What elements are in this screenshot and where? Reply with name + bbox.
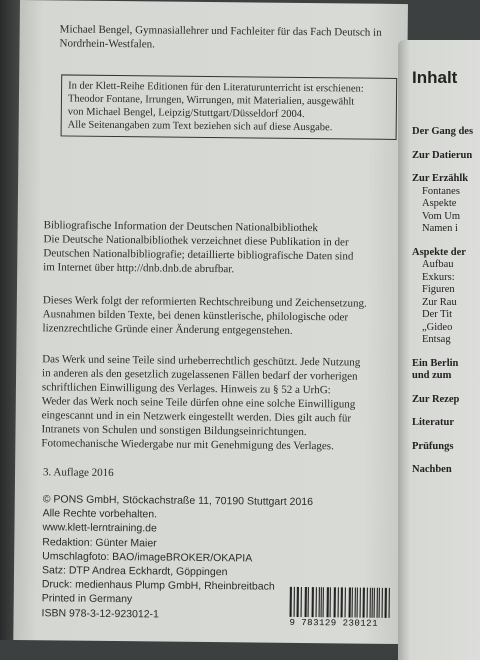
barcode-bars — [290, 587, 392, 618]
toc-section: Zur Rau — [422, 296, 457, 308]
toc-gap — [412, 139, 480, 150]
toc-section: Figuren — [422, 284, 455, 295]
biblio-line: Deutschen Nationalbibliografie; detaillierte bibliografische Daten sind — [43, 247, 354, 263]
barcode-bar — [315, 587, 316, 617]
barcode-bar — [320, 587, 321, 617]
toc-gap — [412, 347, 480, 358]
toc-chapter: Zur Erzählk — [412, 173, 469, 184]
barcode-bar — [323, 587, 324, 617]
toc-chapter: und zum — [412, 370, 452, 381]
barcode-bar — [381, 588, 382, 618]
isbn: ISBN 978-3-12-923012-1 — [41, 606, 159, 621]
edition-notice-line: Alle Seitenangaben zum Text beziehen sich auf diese Ausgabe. — [67, 119, 333, 134]
copyright-notice — [41, 352, 392, 454]
author-note: Michael Bengel, Gymnasiallehrer und Fachleiter für das Fach Deutsch in Nordrhein-Westfalen. — [59, 23, 382, 51]
barcode-number: 9 783129 230121 — [289, 617, 379, 629]
spelling-line: Ausnahmen bilden Texte, bei denen künstlerische, philologische oder — [42, 308, 349, 324]
toc-gap — [412, 236, 480, 247]
barcode-bar — [337, 587, 338, 617]
barcode-bar — [327, 587, 328, 617]
toc-section: Der Tit — [422, 309, 453, 320]
imprint-line: Druck: medienhaus Plump GmbH, Rheinbreitbach — [41, 578, 275, 593]
barcode-bar — [308, 587, 309, 617]
toc-gap — [412, 430, 480, 441]
imprint-line: Printed in Germany — [41, 592, 133, 606]
left-page-imprint — [13, 0, 408, 644]
spelling-line: lizenzrechtliche Gründe einer Änderung entgegenstehen. — [42, 322, 293, 337]
toc-chapter: Prüfungs — [412, 440, 454, 452]
toc-section: Exkurs: — [422, 271, 455, 283]
barcode-bar — [313, 587, 314, 617]
barcode-bar — [345, 587, 346, 617]
toc-section: Fontanes — [422, 185, 460, 197]
isbn-barcode — [289, 587, 391, 628]
table-of-contents — [412, 126, 480, 477]
barcode-bar — [349, 587, 350, 617]
toc-section: „Gideo — [422, 321, 453, 333]
copyright-line: Intranets von Schulen und sonstigen Bildungseinrichtungen. — [41, 423, 307, 439]
imprint-line: www.klett-lerntraining.de — [42, 521, 157, 535]
toc-chapter: Der Gang des — [412, 126, 474, 137]
biblio-line: im Internet über http://dnb.dnb.de abrufbar. — [43, 261, 235, 276]
barcode-bar — [364, 588, 365, 618]
toc-section: Entsag — [422, 334, 451, 345]
barcode-bar — [379, 588, 380, 618]
toc-section: Aspekte — [422, 198, 457, 209]
right-page-contents — [398, 40, 480, 660]
toc-gap — [412, 453, 480, 464]
barcode-bar — [374, 588, 375, 618]
toc-gap — [412, 406, 480, 417]
imprint-line: Alle Rechte vorbehalten. — [42, 507, 158, 521]
toc-chapter: Zur Rezep — [412, 393, 460, 405]
edition-notice-line: Theodor Fontane, Irrungen, Wirrungen, mit Materialien, ausgewählt — [67, 93, 355, 108]
biblio-line: Die Deutsche Nationalbibliothek verzeichnet diese Publikation in der — [43, 233, 349, 249]
barcode-bar — [305, 587, 306, 617]
imprint-line: Satz: DTP Andrea Eckhardt, Göppingen — [41, 564, 228, 579]
barcode-bar — [388, 588, 389, 618]
toc-gap — [412, 383, 480, 394]
copyright-line: Das Werk und seine Teile sind urheberrechtlich geschützt. Jede Nutzung — [42, 353, 361, 369]
toc-chapter: Nachben — [412, 464, 452, 475]
barcode-bar — [359, 588, 360, 618]
copyright-line: Fotomechanische Wiedergabe nur mit Genehmigung des Verlages. — [41, 437, 334, 453]
barcode-bar — [300, 587, 301, 617]
barcode-bar — [357, 588, 358, 618]
toc-title: Inhalt — [412, 68, 458, 87]
copyright-line: eingescannt und in ein Netzwerk eingestellt werden. Dies gilt auch für — [41, 409, 352, 425]
edition-notice-line: von Michael Bengel, Leipzig/Stuttgart/Düsseldorf 2004. — [67, 106, 305, 120]
spelling-note — [42, 293, 387, 339]
barcode-bar — [335, 587, 336, 617]
copyright-line: schriftlichen Einwilligung des Verlages. Hinweis zu § 52 a UrhG: — [41, 381, 331, 397]
toc-chapter: Ein Berlin — [412, 357, 459, 369]
toc-section: Aufbau — [422, 259, 454, 270]
spelling-line: Dieses Werk folgt der reformierten Rechtschreibung und Zeichensetzung. — [42, 294, 367, 310]
barcode-bar — [367, 588, 368, 618]
bibliographic-info — [43, 218, 389, 278]
barcode-bar — [371, 588, 372, 618]
copyright-line: Weder das Werk noch seine Teile dürfen ohne eine solche Einwilligung — [41, 395, 356, 411]
imprint-line: © PONS GmbH, Stöckachstraße 11, 70190 Stuttgart 2016 — [42, 493, 314, 509]
toc-section: Namen i — [422, 223, 458, 234]
toc-chapter: Aspekte der — [412, 246, 466, 258]
barcode-bar — [330, 587, 331, 617]
barcode-bar — [298, 587, 299, 617]
toc-chapter: Literatur — [412, 417, 454, 428]
toc-gap — [412, 162, 480, 173]
toc-chapter: Zur Datierun — [412, 149, 473, 161]
barcode-bar — [342, 587, 343, 617]
barcode-bar — [291, 587, 292, 617]
barcode-bar — [293, 587, 294, 617]
edition-number: 3. Auflage 2016 — [42, 466, 114, 480]
edition-notice-line: In der Klett-Reihe Editionen für den Literaturunterricht ist erschienen: — [68, 80, 364, 95]
imprint-line: Redaktion: Günter Maier — [42, 535, 157, 550]
biblio-line: Bibliografische Information der Deutschen Nationalbibliothek — [43, 219, 319, 235]
copyright-line: in anderen als den gesetzlich zugelassenen Fällen bedarf der vorherigen — [42, 367, 358, 383]
edition-notice-box — [61, 74, 398, 140]
imprint-line: Umschlagfoto: BAO/imageBROKER/OKAPIA — [42, 550, 253, 565]
barcode-bar — [386, 588, 387, 618]
toc-section: Vom Um — [422, 210, 461, 222]
barcode-bar — [352, 588, 353, 618]
